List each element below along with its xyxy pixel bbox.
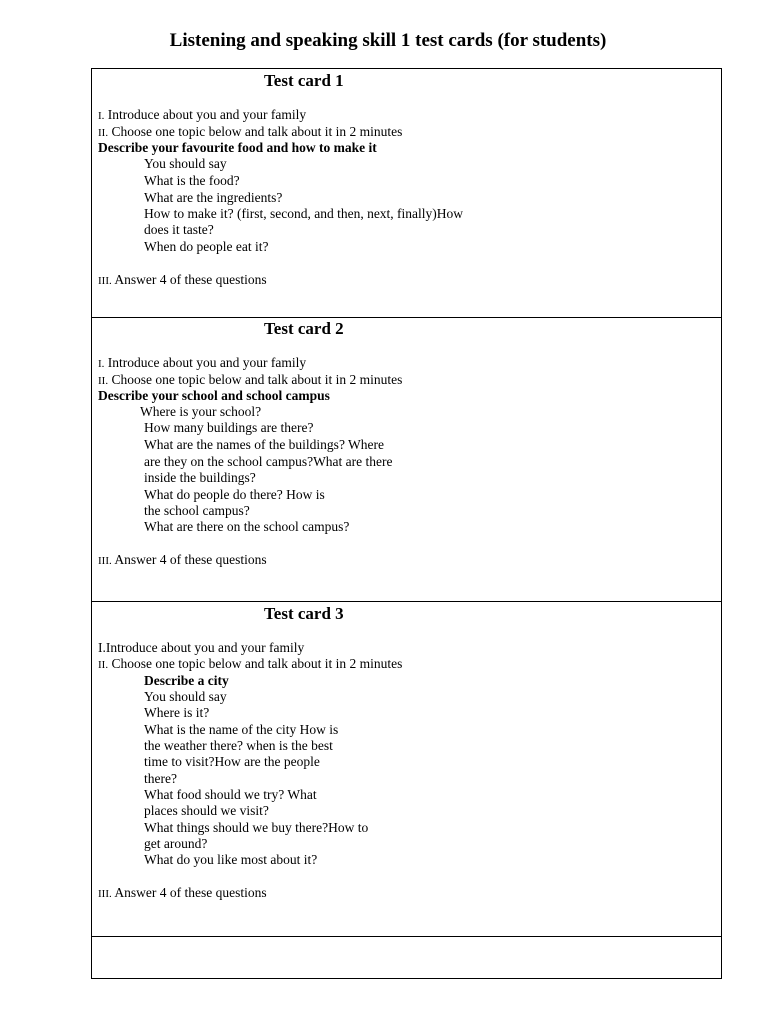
prompt-line: time to visit?How are the people — [144, 754, 320, 769]
prompt-line: You should say — [144, 156, 227, 171]
section-answer — [98, 552, 267, 569]
choose-text: Choose one topic below and talk about it in 2 minutes — [111, 124, 403, 139]
prompt-line: inside the buildings? — [144, 470, 256, 485]
prompt-line: How many buildings are there? — [144, 420, 314, 435]
roman-numeral: II. — [98, 127, 109, 139]
test-card-3 — [92, 601, 721, 937]
prompt-line: What is the name of the city How is — [144, 722, 339, 737]
prompt-line: Where is it? — [144, 705, 210, 720]
intro-text: Introduce about you and your family — [107, 355, 307, 370]
topic-heading: Describe a city — [144, 673, 229, 688]
card-title: Test card 3 — [264, 604, 344, 623]
choose-text: Choose one topic below and talk about it in 2 minutes — [111, 656, 403, 671]
section-choose — [98, 372, 402, 389]
prompt-line: What are there on the school campus? — [144, 519, 350, 534]
roman-numeral: II. — [98, 659, 109, 671]
intro-text: Introduce about you and your family — [107, 107, 307, 122]
test-card-1 — [92, 69, 721, 317]
prompt-line: What do people do there? How is — [144, 487, 325, 502]
prompt-line: What food should we try? What — [144, 787, 317, 802]
topic-heading: Describe your favourite food and how to make it — [98, 140, 377, 155]
test-cards-table — [91, 68, 722, 979]
section-choose — [98, 124, 402, 141]
card-title: Test card 2 — [264, 319, 344, 338]
roman-numeral: II. — [98, 375, 109, 387]
intro-text: Introduce about you and your family — [105, 640, 305, 655]
prompt-line: How to make it? (first, second, and then, next, finally)How — [144, 206, 464, 221]
empty-table-row — [92, 936, 721, 978]
page-title: Listening and speaking skill 1 test cards (for students) — [169, 30, 607, 51]
section-intro — [98, 640, 304, 656]
prompt-line: What are the names of the buildings? Where — [144, 437, 385, 452]
card-title: Test card 1 — [264, 71, 344, 90]
prompt-line: are they on the school campus?What are there — [144, 454, 393, 469]
answer-text: Answer 4 of these questions — [114, 272, 267, 287]
roman-numeral: I. — [98, 110, 105, 122]
prompt-line: get around? — [144, 836, 208, 851]
prompt-line: does it taste? — [144, 222, 214, 237]
roman-numeral: I. — [98, 358, 105, 370]
choose-text: Choose one topic below and talk about it in 2 minutes — [111, 372, 403, 387]
roman-numeral: III. — [98, 275, 112, 287]
roman-numeral: III. — [98, 555, 112, 567]
test-card-2 — [92, 317, 721, 601]
prompt-line: places should we visit? — [144, 803, 269, 818]
prompt-line: What do you like most about it? — [144, 852, 318, 867]
prompt-line: When do people eat it? — [144, 239, 269, 254]
prompt-line: What things should we buy there?How to — [144, 820, 369, 835]
section-intro — [98, 355, 306, 372]
prompt-line: You should say — [144, 689, 227, 704]
section-answer — [98, 272, 267, 289]
answer-text: Answer 4 of these questions — [114, 552, 267, 567]
section-answer — [98, 885, 267, 902]
roman-numeral: III. — [98, 888, 112, 900]
topic-heading: Describe your school and school campus — [98, 388, 330, 403]
answer-text: Answer 4 of these questions — [114, 885, 267, 900]
section-intro — [98, 107, 306, 124]
prompt-line: there? — [144, 771, 177, 786]
prompt-line: What are the ingredients? — [144, 190, 283, 205]
roman-numeral: I. — [98, 640, 106, 655]
prompt-line: What is the food? — [144, 173, 240, 188]
prompt-line: the school campus? — [144, 503, 250, 518]
prompt-line: Where is your school? — [140, 404, 262, 419]
section-choose — [98, 656, 402, 673]
prompt-line: the weather there? when is the best — [144, 738, 333, 753]
